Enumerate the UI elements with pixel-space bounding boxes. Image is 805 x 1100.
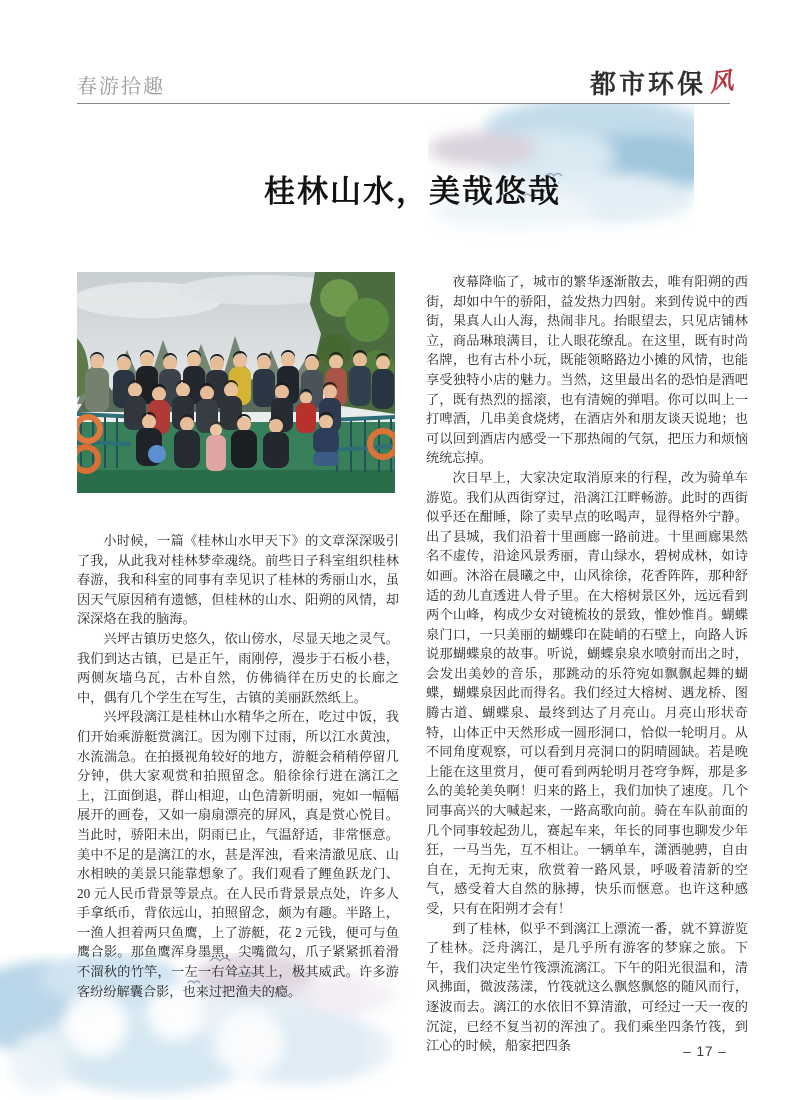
paragraph: 次日早上，大家决定取消原来的行程，改为骑单车游览。我们从西街穿过，沿漓江江畔畅游。此时的西街似乎还在酣睡，除了卖早点的吆喝声，显得格外宁静。出了县城，我们沿着十里画廊一路前进。十里画廊果然名不虚传，沿途风景秀丽，青山绿水，碧树成林，如诗如画。沐浴在晨曦之中，山风徐徐，花香阵阵，那种舒适的劲儿直透进人骨子里。在大榕树景区外，远远看到两个山峰，构成少女对镜梳妆的景致，惟妙惟肖。蝴蝶泉门口，一只美丽的蝴蝶印在陡峭的石壁上，向路人诉说那蝴蝶泉的故事。听说，蝴蝶泉泉水喷射而出之时，会发出美妙的音乐，那跳动的乐符宛如飘飘起舞的蝴蝶，蝴蝶泉因此而得名。我们经过大榕树、遇龙桥、图腾古道、蝴蝶泉、最终到达了月亮山。月亮山形状奇特，山体正中天然形成一圆形洞口，恰似一轮明月。从不同角度观察，可以看到月亮洞口的阴晴圆缺。若是晚上能在这里赏月，便可看到两轮明月苍穹争辉，那是多么的美轮美奂啊！归来的路上，我们加快了速度。几个同事高兴的大喊起来，一路高歌向前。骑在车队前面的几个同事较起劲儿，赛起车来，年长的同事也聊发少年狂，一马当先，互不相让。一辆单车，潇洒驰骋，自由自在，无拘无束，欣赏着一路风景，呼吸着清新的空气，感受着大自然的脉搏，快乐而惬意。也许这种感受，只有在阳朔才会有！: [426, 469, 748, 916]
wind-seal-icon: 风: [707, 68, 735, 98]
group-photo: [77, 272, 395, 493]
article-body: [77, 272, 748, 1056]
page-number: – 17 –: [683, 1044, 727, 1059]
article-title: 桂林山水，美哉悠哉: [264, 174, 561, 209]
paragraph: 到了桂林，似乎不到漓江上漂流一番，就不算游览了桂林。泛舟漓江，是几乎所有游客的梦寐之旅。下午，我们决定坐竹筏漂流漓江。下午的阳光很温和，清风拂面，微波荡漾，竹筏就这么飘悠飘悠的随风而行，逐波而去。漓江的水依旧不算清澈，可经过一天一夜的沉淀，已经不复当初的浑浊了。我们乘坐四条竹筏，到江心的时候，船家把四条: [426, 920, 748, 1054]
paragraph: 兴坪段漓江是桂林山水精华之所在，吃过中饭，我们开始乘游艇赏漓江。因为刚下过雨，所以江水黄浊，水流湍急。在拍摄视角较好的地方，游艇会稍稍停留几分钟，供大家观赏和拍照留念。船徐徐行进在漓江之上，江面倒退，群山相迎，山色清新明丽，宛如一幅幅展开的画卷，又如一扇扇漂亮的屏风，真是赏心悦目。当此时，骄阳未出，阴雨已止，气温舒适，非常惬意。美中不足的是漓江的水，甚是浑浊，看来清澈见底、山水相映的美景只能靠想象了。我们观看了鲤鱼跃龙门、20 元人民币背景等景点。在人民币背景景点处，许多人手拿纸币，背依远山，拍照留念，颇为有趣。半路上，一渔人担着两只鱼鹰，上了游艇，花 2 元钱，便可与鱼鹰合影。那鱼鹰浑身墨黑，尖嘴微勾，爪子紧紧抓着滑不溜秋的竹竿，一左一右耸立其上，极其威武。许多游客纷纷解囊合影，也来过把渔夫的瘾。: [77, 709, 399, 999]
magazine-logo: [590, 64, 733, 101]
section-title: 春游拾趣: [77, 76, 165, 98]
paragraph: 小时候，一篇《桂林山水甲天下》的文章深深吸引了我，从此我对桂林梦牵魂绕。前些日子科室组织桂林春游，我和科室的同事有幸见识了桂林的秀丽山水，虽因天气原因稍有遗憾，但桂林的山水、阳朔的风情，却深深烙在我的脑海。: [77, 533, 399, 627]
left-column: [77, 272, 399, 1056]
paragraph: 夜幕降临了，城市的繁华逐渐散去，唯有阳朔的西街，却如中午的骄阳，益发热力四射。来到传说中的西街，果真人山人海，热闹非凡。抬眼望去，只见店铺林立，商品琳琅满目，让人眼花缭乱。在这里，既有时尚名牌，也有古朴小玩，既能领略路边小摊的风情，也能享受独特小店的魅力。当然，这里最出名的恐怕是酒吧了，既有热烈的摇滚，也有清婉的弹唱。你可以叫上一打啤酒，几串美食烧烤，在酒店外和朋友谈天说地；也可以回到酒店内感受一下那热闹的气氛，把压力和烦恼统统忘掉。: [426, 274, 748, 466]
right-column: [426, 272, 748, 1056]
magazine-logo-text: 都市环保: [589, 70, 706, 99]
paragraph: 兴坪古镇历史悠久，依山傍水，尽显天地之灵气。我们到达古镇，已是正午，雨刚停，漫步于石板小巷，两侧灰墙乌瓦，古朴自然，仿佛徜徉在历史的长廊之中，偶有几个学生在写生，古镇的美丽跃然纸上。: [77, 630, 399, 705]
